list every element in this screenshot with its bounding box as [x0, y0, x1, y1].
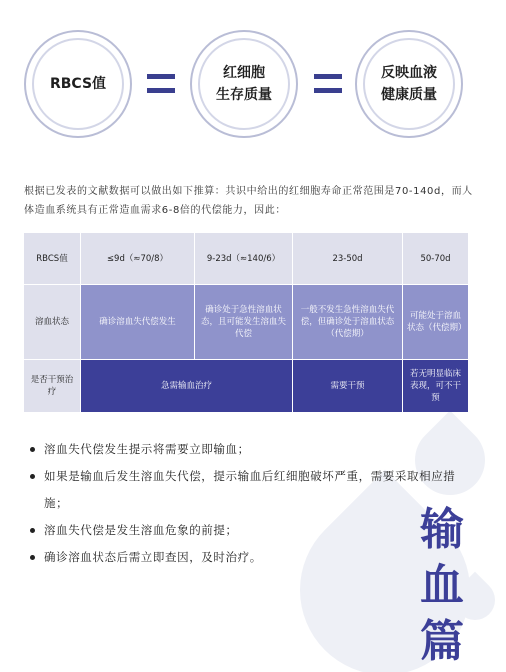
- table-row-label: 溶血状态: [24, 285, 81, 360]
- table-cell: 需要干预: [293, 360, 403, 412]
- table-cell: 急需输血治疗: [81, 360, 293, 412]
- equals-icon: [147, 74, 175, 94]
- table-cell: 确诊溶血失代偿发生: [81, 285, 195, 360]
- rbc-survival-quality-label: 红细胞 生存质量: [216, 65, 272, 103]
- table-cell: 一般不发生急性溶血失代偿，但确诊处于溶血状态（代偿期）: [293, 285, 403, 360]
- section-title-char: 输: [420, 504, 464, 555]
- key-points-list: [28, 436, 472, 571]
- intro-paragraph: 根据已发表的文献数据可以做出如下推算：共识中给出的红细胞寿命正常范围是70-140d，而人体造血系统具有正常造血需求6-8倍的代偿能力，因此：: [24, 186, 473, 216]
- table-cell: 若无明显临床表现，可不干预: [403, 360, 468, 412]
- list-item: 确诊溶血状态后需立即查因，及时治疗。: [28, 544, 472, 571]
- list-item: 溶血失代偿是发生溶血危象的前提；: [28, 517, 472, 544]
- table-header-cell: 23-50d: [293, 233, 403, 285]
- table-header-cell: RBCS值: [24, 233, 81, 285]
- blood-health-quality-label: 反映血液 健康质量: [381, 65, 437, 103]
- rbcs-value-circle: [24, 30, 132, 138]
- table-header-cell: ≤9d（≈70/8）: [81, 233, 195, 285]
- rbcs-table: [24, 233, 468, 412]
- table-cell: 可能处于溶血状态（代偿期）: [403, 285, 468, 360]
- section-title-char: 篇: [420, 616, 464, 667]
- table-header-cell: 50-70d: [403, 233, 468, 285]
- equals-icon: [314, 74, 342, 94]
- section-title: [414, 502, 470, 670]
- blood-health-quality-circle: [355, 30, 463, 138]
- table-cell: 确诊处于急性溶血状态，且可能发生溶血失代偿: [195, 285, 293, 360]
- rbcs-value-label: RBCS值: [49, 76, 107, 92]
- list-item: 溶血失代偿发生提示将需要立即输血；: [28, 436, 472, 463]
- section-title-char: 血: [420, 560, 464, 611]
- table-row-label: 是否干预治疗: [24, 360, 81, 412]
- table-header-cell: 9-23d（≈140/6）: [195, 233, 293, 285]
- list-item: 如果是输血后发生溶血失代偿，提示输血后红细胞破坏严重，需要采取相应措施；: [28, 463, 472, 517]
- rbc-survival-quality-circle: [190, 30, 298, 138]
